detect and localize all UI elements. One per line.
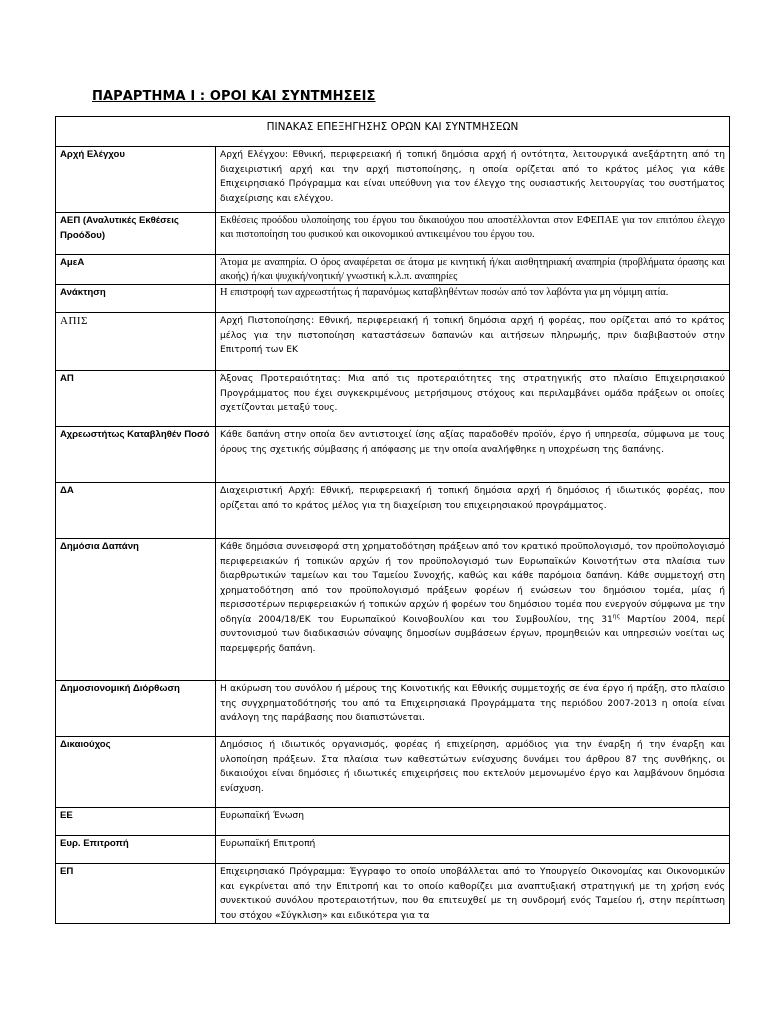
definition-cell: Ευρωπαϊκή Επιτροπή <box>216 836 730 864</box>
ordinal-superscript: ης <box>612 612 621 620</box>
table-row <box>56 681 730 737</box>
table-header-row <box>56 117 730 147</box>
term-cell: Ανάκτηση <box>56 285 216 313</box>
table-row <box>56 313 730 371</box>
page-title: ΠΑΡΑΡΤΗΜΑ Ι : ΟΡΟΙ ΚΑΙ ΣΥΝΤΜΗΣΕΙΣ <box>92 89 376 104</box>
table-row <box>56 836 730 864</box>
table-row <box>56 255 730 285</box>
definition-cell: Ευρωπαϊκή Ένωση <box>216 808 730 836</box>
definition-cell: Αρχή Πιστοποίησης: Εθνική, περιφερειακή ή τοπική δημόσια αρχή ή φορέας, που ορίζεται από το κράτος μέλος για την πιστοποίηση καταστάσεων δαπανών και αιτήσεων πληρωμής, πριν διαβιβαστούν στην Επιτροπή των ΕΚ <box>216 313 730 371</box>
table-row <box>56 213 730 255</box>
term-cell: Δημοσιονομική Διόρθωση <box>56 681 216 737</box>
term-cell: ΕΠ <box>56 864 216 924</box>
table-row <box>56 864 730 924</box>
term-cell: ΕΕ <box>56 808 216 836</box>
term-cell: Δικαιούχος <box>56 737 216 808</box>
term-cell: Δημόσια Δαπάνη <box>56 539 216 681</box>
term-cell: ΑΠ <box>56 371 216 427</box>
definition-cell: Αρχή Ελέγχου: Εθνική, περιφερειακή ή τοπική δημόσια αρχή ή οντότητα, λειτουργικά ανεξάρτητη από τη διαχειριστική αρχή και την αρχή πιστοποίησης, η οποία ορίζεται από το κράτος μέλος για κάθε Επιχειρησιακό Πρόγραμμα και είναι υπεύθυνη για τον έλεγχο της ουσιαστικής λειτουργίας του συστήματος διαχείρισης και ελέγχου. <box>216 147 730 213</box>
table-row <box>56 483 730 539</box>
definition-cell: Εκθέσεις προόδου υλοποίησης του έργου του δικαιούχου που αποστέλλονται στον ΕΦΕΠΑΕ για τον επιτόπου έλεγχο και πιστοποίηση του φυσικού και οικονομικού αντικειμένου του έργου του. <box>216 213 730 255</box>
term-cell: ΑΠΙΣ <box>56 313 216 371</box>
table-title: ΠΙΝΑΚΑΣ ΕΠΕΞΗΓΗΣΗΣ ΟΡΩΝ ΚΑΙ ΣΥΝΤΜΗΣΕΩΝ <box>56 117 730 147</box>
definition-cell: Κάθε δαπάνη στην οποία δεν αντιστοιχεί ίσης αξίας παραδοθέν προϊόν, έργο ή υπηρεσία, σύμφωνα με τους όρους της σχετικής σύμβασης ή απόφασης με την οποία αναλήφθηκε η υποχρέωση της δαπάνης. <box>216 427 730 483</box>
table-row <box>56 147 730 213</box>
definition-cell: Άτομα με αναπηρία. Ο όρος αναφέρεται σε άτομα με κινητική ή/και αισθητηριακή αναπηρία (προβλήματα όρασης και ακοής) ή/και ψυχική/νοητική/ γνωστική κ.λ.π. αναπηρίες <box>216 255 730 285</box>
term-cell: Ευρ. Επιτροπή <box>56 836 216 864</box>
definition-cell: Επιχειρησιακό Πρόγραμμα: Έγγραφο το οποίο υποβάλλεται από το Υπουργείο Οικονομίας και Οικονομικών και εγκρίνεται από την Επιτροπή και το οποίο καθορίζει μια αναπτυξιακή στρατηγική με τη χρήση ενός συνεκτικού συνόλου προτεραιοτήτων, που θα επιτευχθεί με τη συνδρομή ενός Ταμείου ή, στην περίπτωση του στόχου «Σύγκλιση» και ειδικότερα για τα <box>216 864 730 924</box>
table-row <box>56 371 730 427</box>
term-cell: ΑμεΑ <box>56 255 216 285</box>
definition-cell <box>216 539 730 681</box>
table-row <box>56 737 730 808</box>
definition-text: Μαρτίου 2004, περί συντονισμού των διαδικασιών σύναψης δημοσίων συμβάσεων έργων, προμηθειών και υπηρεσιών νοείται ως παρεμφερής δαπάνη. <box>220 614 725 654</box>
definition-text: Κάθε δημόσια συνεισφορά στη χρηματοδότηση πράξεων από τον κρατικό προϋπολογισμό, τον προϋπολογισμό περιφερειακών ή τοπικών αρχών ή τον προϋπολογισμό των Ευρωπαϊκών Κοινοτήτων στα πλαίσια των διαρθρωτικών ταμείων και του Ταμείου Συνοχής, καθώς και κάθε παρόμοια δαπάνη. Κάθε συμμετοχή στη χρηματοδότηση από τον προϋπολογισμό πράξεων φορέων ή ενώσεων του δημόσιου τομέα, μίας ή περισσοτέρων περιφερειακών ή τοπικών αρχών ή φορέων του δημόσιου τομέα που ενεργούν σύμφωνα με την οδηγία 2004/18/ΕΚ του Ευρωπαϊκού Κοινοβουλίου και του Συμβουλίου, της 31 <box>220 542 725 625</box>
definition-cell: Δημόσιος ή ιδιωτικός οργανισμός, φορέας ή επιχείρηση, αρμόδιος για την έναρξη ή την έναρξη και υλοποίηση πράξεων. Στα πλαίσια των καθεστώτων ενίσχυσης δυνάμει του άρθρου 87 της συνθήκης, οι δικαιούχοι είναι δημόσιες ή ιδιωτικές επιχειρήσεις που εκτελούν μεμονωμένο έργο και λαμβάνουν δημόσια ενίσχυση. <box>216 737 730 808</box>
table-row <box>56 539 730 681</box>
definition-cell: Η ακύρωση του συνόλου ή μέρους της Κοινοτικής και Εθνικής συμμετοχής σε ένα έργο ή πράξη, στο πλαίσιο της συγχρηματοδότησής του από τα Επιχειρησιακά Προγράμματα της περιόδου 2007-2013 η οποία είναι ανάλογη της παράβασης που διαπιστώνεται. <box>216 681 730 737</box>
table-row <box>56 285 730 313</box>
definition-cell: Άξονας Προτεραιότητας: Μια από τις προτεραιότητες της στρατηγικής στο πλαίσιο Επιχειρησιακού Προγράμματος που έχει συγκεκριμένους μετρήσιμους στόχους και περιλαμβάνει ομάδα πράξεων οι οποίες σχετίζονται μεταξύ τους. <box>216 371 730 427</box>
terms-table <box>55 116 730 924</box>
definition-cell: Διαχειριστική Αρχή: Εθνική, περιφερειακή ή τοπική δημόσια αρχή ή δημόσιος ή ιδιωτικός φορέας, που ορίζεται από το κράτος μέλος για τη διαχείριση του επιχειρησιακού προγράμματος. <box>216 483 730 539</box>
definition-cell: Η επιστροφή των αχρεωστήτως ή παρανόμως καταβληθέντων ποσών από τον λαβόντα για μη νόμιμη αιτία. <box>216 285 730 313</box>
term-cell: ΑΕΠ (Αναλυτικές Εκθέσεις Προόδου) <box>56 213 216 255</box>
term-cell: ΔΑ <box>56 483 216 539</box>
term-cell: Αρχή Ελέγχου <box>56 147 216 213</box>
term-cell: Αχρεωστήτως Καταβληθέν Ποσό <box>56 427 216 483</box>
table-row <box>56 808 730 836</box>
table-row <box>56 427 730 483</box>
